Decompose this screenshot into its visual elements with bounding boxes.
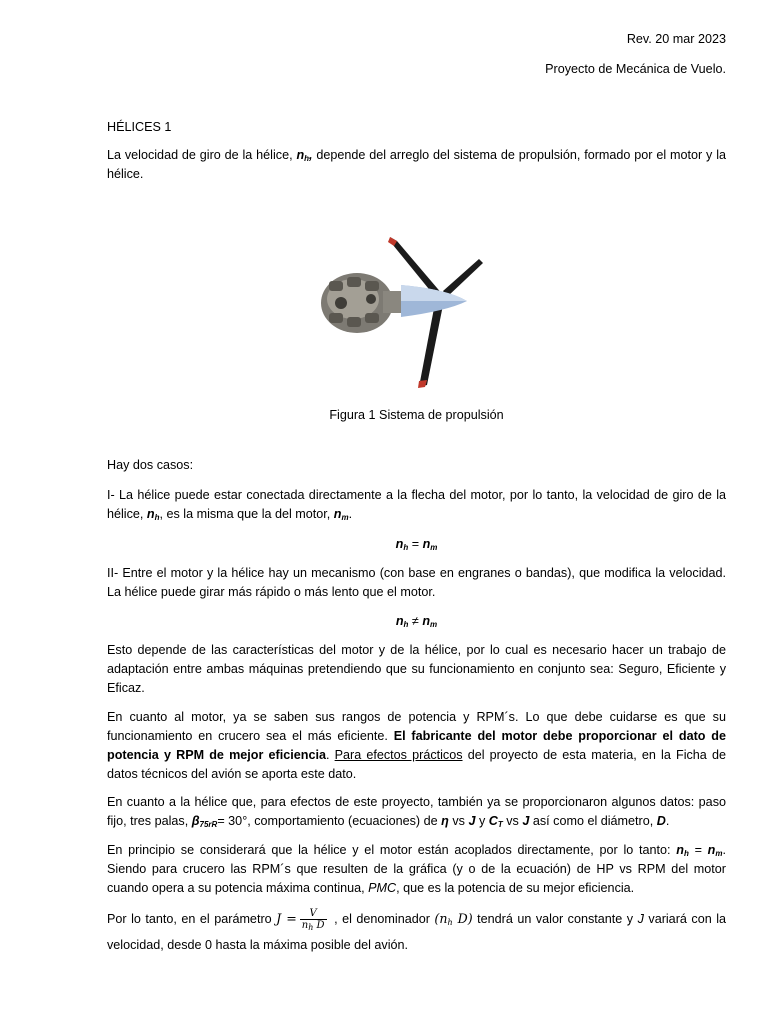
section-title: HÉLICES 1 <box>107 120 172 134</box>
propeller-paragraph: En cuanto a la hélice que, para efectos de este proyecto, también ya se proporcionaron algunos datos: paso fijo, tres palas, $\beta_{75rR}= 30^\circ$, comportamiento (ecuaciones) de η vs J y $C_T$ vs J así como el diámetro, D. <box>107 795 726 829</box>
parameter-paragraph: Por lo tanto, en el parámetro J = $\frac{V}{n_h D}$ , el denominador ($n_h$ D) tendrá un valor constante y J variará con la velocidad, desde 0 hasta la máxima posible del avión. <box>107 908 727 952</box>
case-1-paragraph: I- La hélice puede estar conectada directamente a la flecha del motor, por lo tanto, la velocidad de giro de la hélice, $n_h$, es la misma que la del motor, $n_m$. <box>107 488 726 522</box>
figure-caption: Figura 1 Sistema de propulsión <box>329 408 504 422</box>
coupling-paragraph: En principio se considerará que la hélice y el motor están acoplados directamente, por lo tanto: $n_h = n_m$. Siendo para crucero las RPM´s que resulten de la gráfica (y o de la ecuación) de HP vs RPM del motor cuando opera a su potencia máxima continua, PMC, que es la potencia de su mejor eficiencia. <box>107 843 726 895</box>
lower-blade <box>419 303 443 387</box>
equation-not-equal: $n_h \ne n_m$ <box>395 614 438 629</box>
equation-equal: $n_h = n_m$ <box>395 537 438 552</box>
case-2-paragraph: II- Entre el motor y la hélice hay un mecanismo (con base en engranes o bandas), que modifica la velocidad. La hélice puede girar más rápido o más lento que el motor. <box>107 566 726 599</box>
right-blade <box>443 259 483 297</box>
cases-heading: Hay dos casos: <box>107 458 194 472</box>
intro-paragraph: La velocidad de giro de la hélice, $n_h$, depende del arreglo del sistema de propulsión, formado por el motor y la hélice. <box>107 148 726 181</box>
engine-propeller-image <box>297 215 537 395</box>
revision-date: Rev. 20 mar 2023 <box>626 32 726 46</box>
project-title: Proyecto de Mecánica de Vuelo. <box>545 62 726 76</box>
motor-paragraph: En cuanto al motor, ya se saben sus rangos de potencia y RPM´s. Lo que debe cuidarse es que su funcionamiento en crucero sea el más eficiente. El fabricante del motor debe proporcionar el dato de potencia y RPM de mejor eficiencia. Para efectos prácticos del proyecto de esta materia, en la Ficha de datos técnicos del avión se aporta este dato. <box>107 710 727 781</box>
engine-block <box>321 273 403 333</box>
document-page <box>107 0 726 1024</box>
lower-blade-tip <box>418 380 427 388</box>
propulsion-figure <box>297 215 537 395</box>
adaptation-paragraph: Esto depende de las características del motor y de la hélice, por lo cual es necesario hacer un trabajo de adaptación entre ambas máquinas pretendiendo que su funcionamiento en conjunto sea: Seguro, Eficiente y Eficaz. <box>107 643 726 695</box>
advance-ratio-fraction: $\frac{V}{n_h D}$ <box>301 908 325 933</box>
